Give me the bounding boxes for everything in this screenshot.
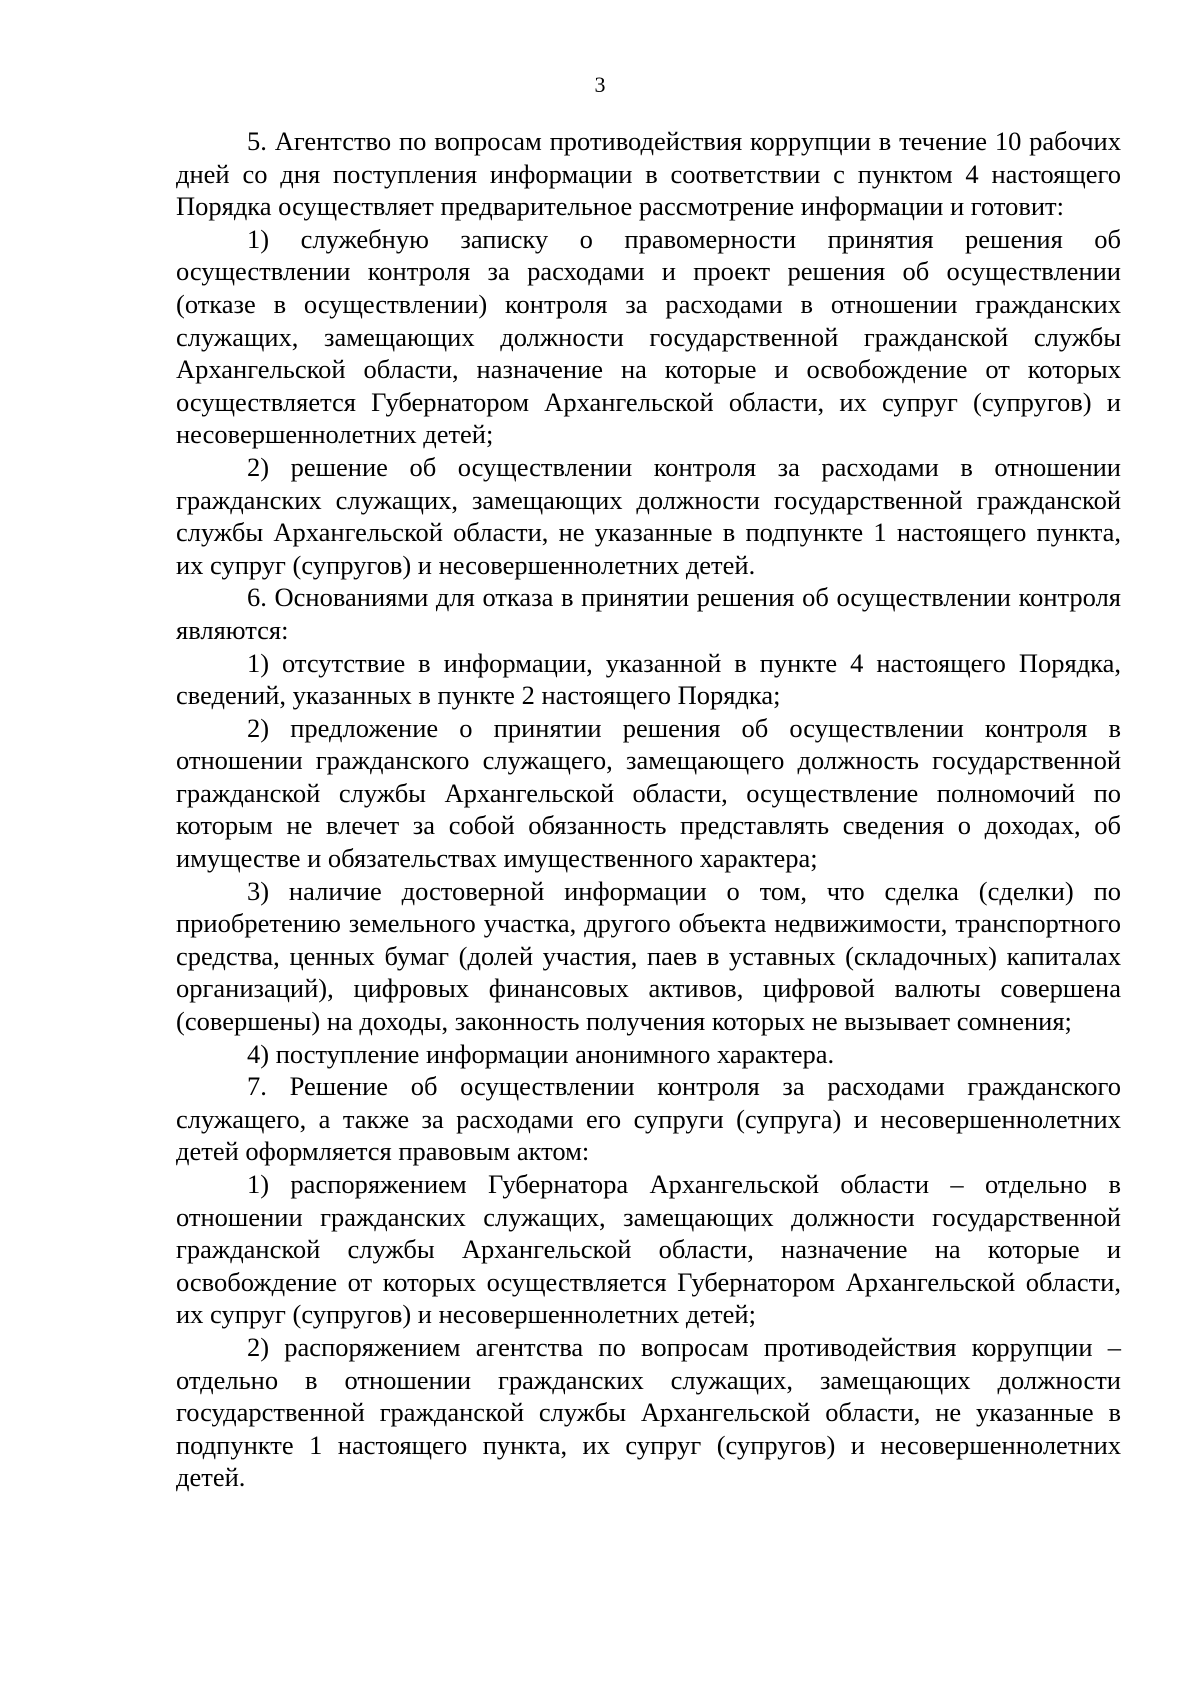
paragraph-7-item-1: 1) распоряжением Губернатора Архангельской области – отдельно в отношении гражданских служащих, замещающих должности государственной гражданской службы Архангельской области, назначение на которые и освобождение от которых осуществляется Губернатором Архангельской области, их супруг (супругов) и несовершеннолетних детей;	[176, 1169, 1121, 1330]
page-number: 3	[594, 72, 606, 97]
paragraph-7-item-2: 2) распоряжением агентства по вопросам противодействия коррупции – отдельно в отношении гражданских служащих, замещающих должности государственной гражданской службы Архангельской области, не указанные в подпункте 1 настоящего пункта, их супруг (супругов) и несовершеннолетних детей.	[176, 1331, 1121, 1493]
paragraph-5-item-2: 2) решение об осуществлении контроля за расходами в отношении гражданских служащих, замещающих должности государственной гражданской службы Архангельской области, не указанные в подпункте 1 настоящего пункта, их супруг (супругов) и несовершеннолетних детей.	[176, 451, 1121, 580]
document-body	[176, 125, 1121, 1494]
paragraph-6-item-2: 2) предложение о принятии решения об осуществлении контроля в отношении гражданского служащего, замещающего должность государственной гражданской службы Архангельской области, осуществление полномочий по которым не влечет за собой обязанность представлять сведения о доходах, об имуществе и обязательствах имущественного характера;	[176, 712, 1121, 874]
paragraph-6-item-1: 1) отсутствие в информации, указанной в пункте 4 настоящего Порядка, сведений, указанных в пункте 2 настоящего Порядка;	[176, 647, 1121, 711]
paragraph-6: 6. Основаниями для отказа в принятии решения об осуществлении контроля являются:	[176, 582, 1121, 645]
paragraph-5-item-1: 1) служебную записку о правомерности принятия решения об осуществлении контроля за расходами и проект решения об осуществлении (отказе в осуществлении) контроля за расходами в отношении гражданских служащих, замещающих должности государственной гражданской службы Архангельской области, назначение на которые и освобождение от которых осуществляется Губернатором Архангельской области, их супруг (супругов) и несовершеннолетних детей;	[176, 223, 1121, 450]
paragraph-7: 7. Решение об осуществлении контроля за расходами гражданского служащего, а также за расходами его супруги (супруга) и несовершеннолетних детей оформляется правовым актом:	[176, 1071, 1121, 1167]
paragraph-6-item-4: 4) поступление информации анонимного характера.	[247, 1038, 835, 1069]
paragraph-6-item-3: 3) наличие достоверной информации о том, что сделка (сделки) по приобретению земельного участка, другого объекта недвижимости, транспортного средства, ценных бумаг (долей участия, паев в уставных (складочных) капиталах организаций), цифровых финансовых активов, цифровой валюты совершена (совершены) на доходы, законность получения которых не вызывает сомнения;	[176, 875, 1121, 1037]
paragraph-5: 5. Агентство по вопросам противодействия коррупции в течение 10 рабочих дней со дня поступления информации в соответствии с пунктом 4 настоящего Порядка осуществляет предварительное рассмотрение информации и готовит:	[176, 126, 1121, 222]
